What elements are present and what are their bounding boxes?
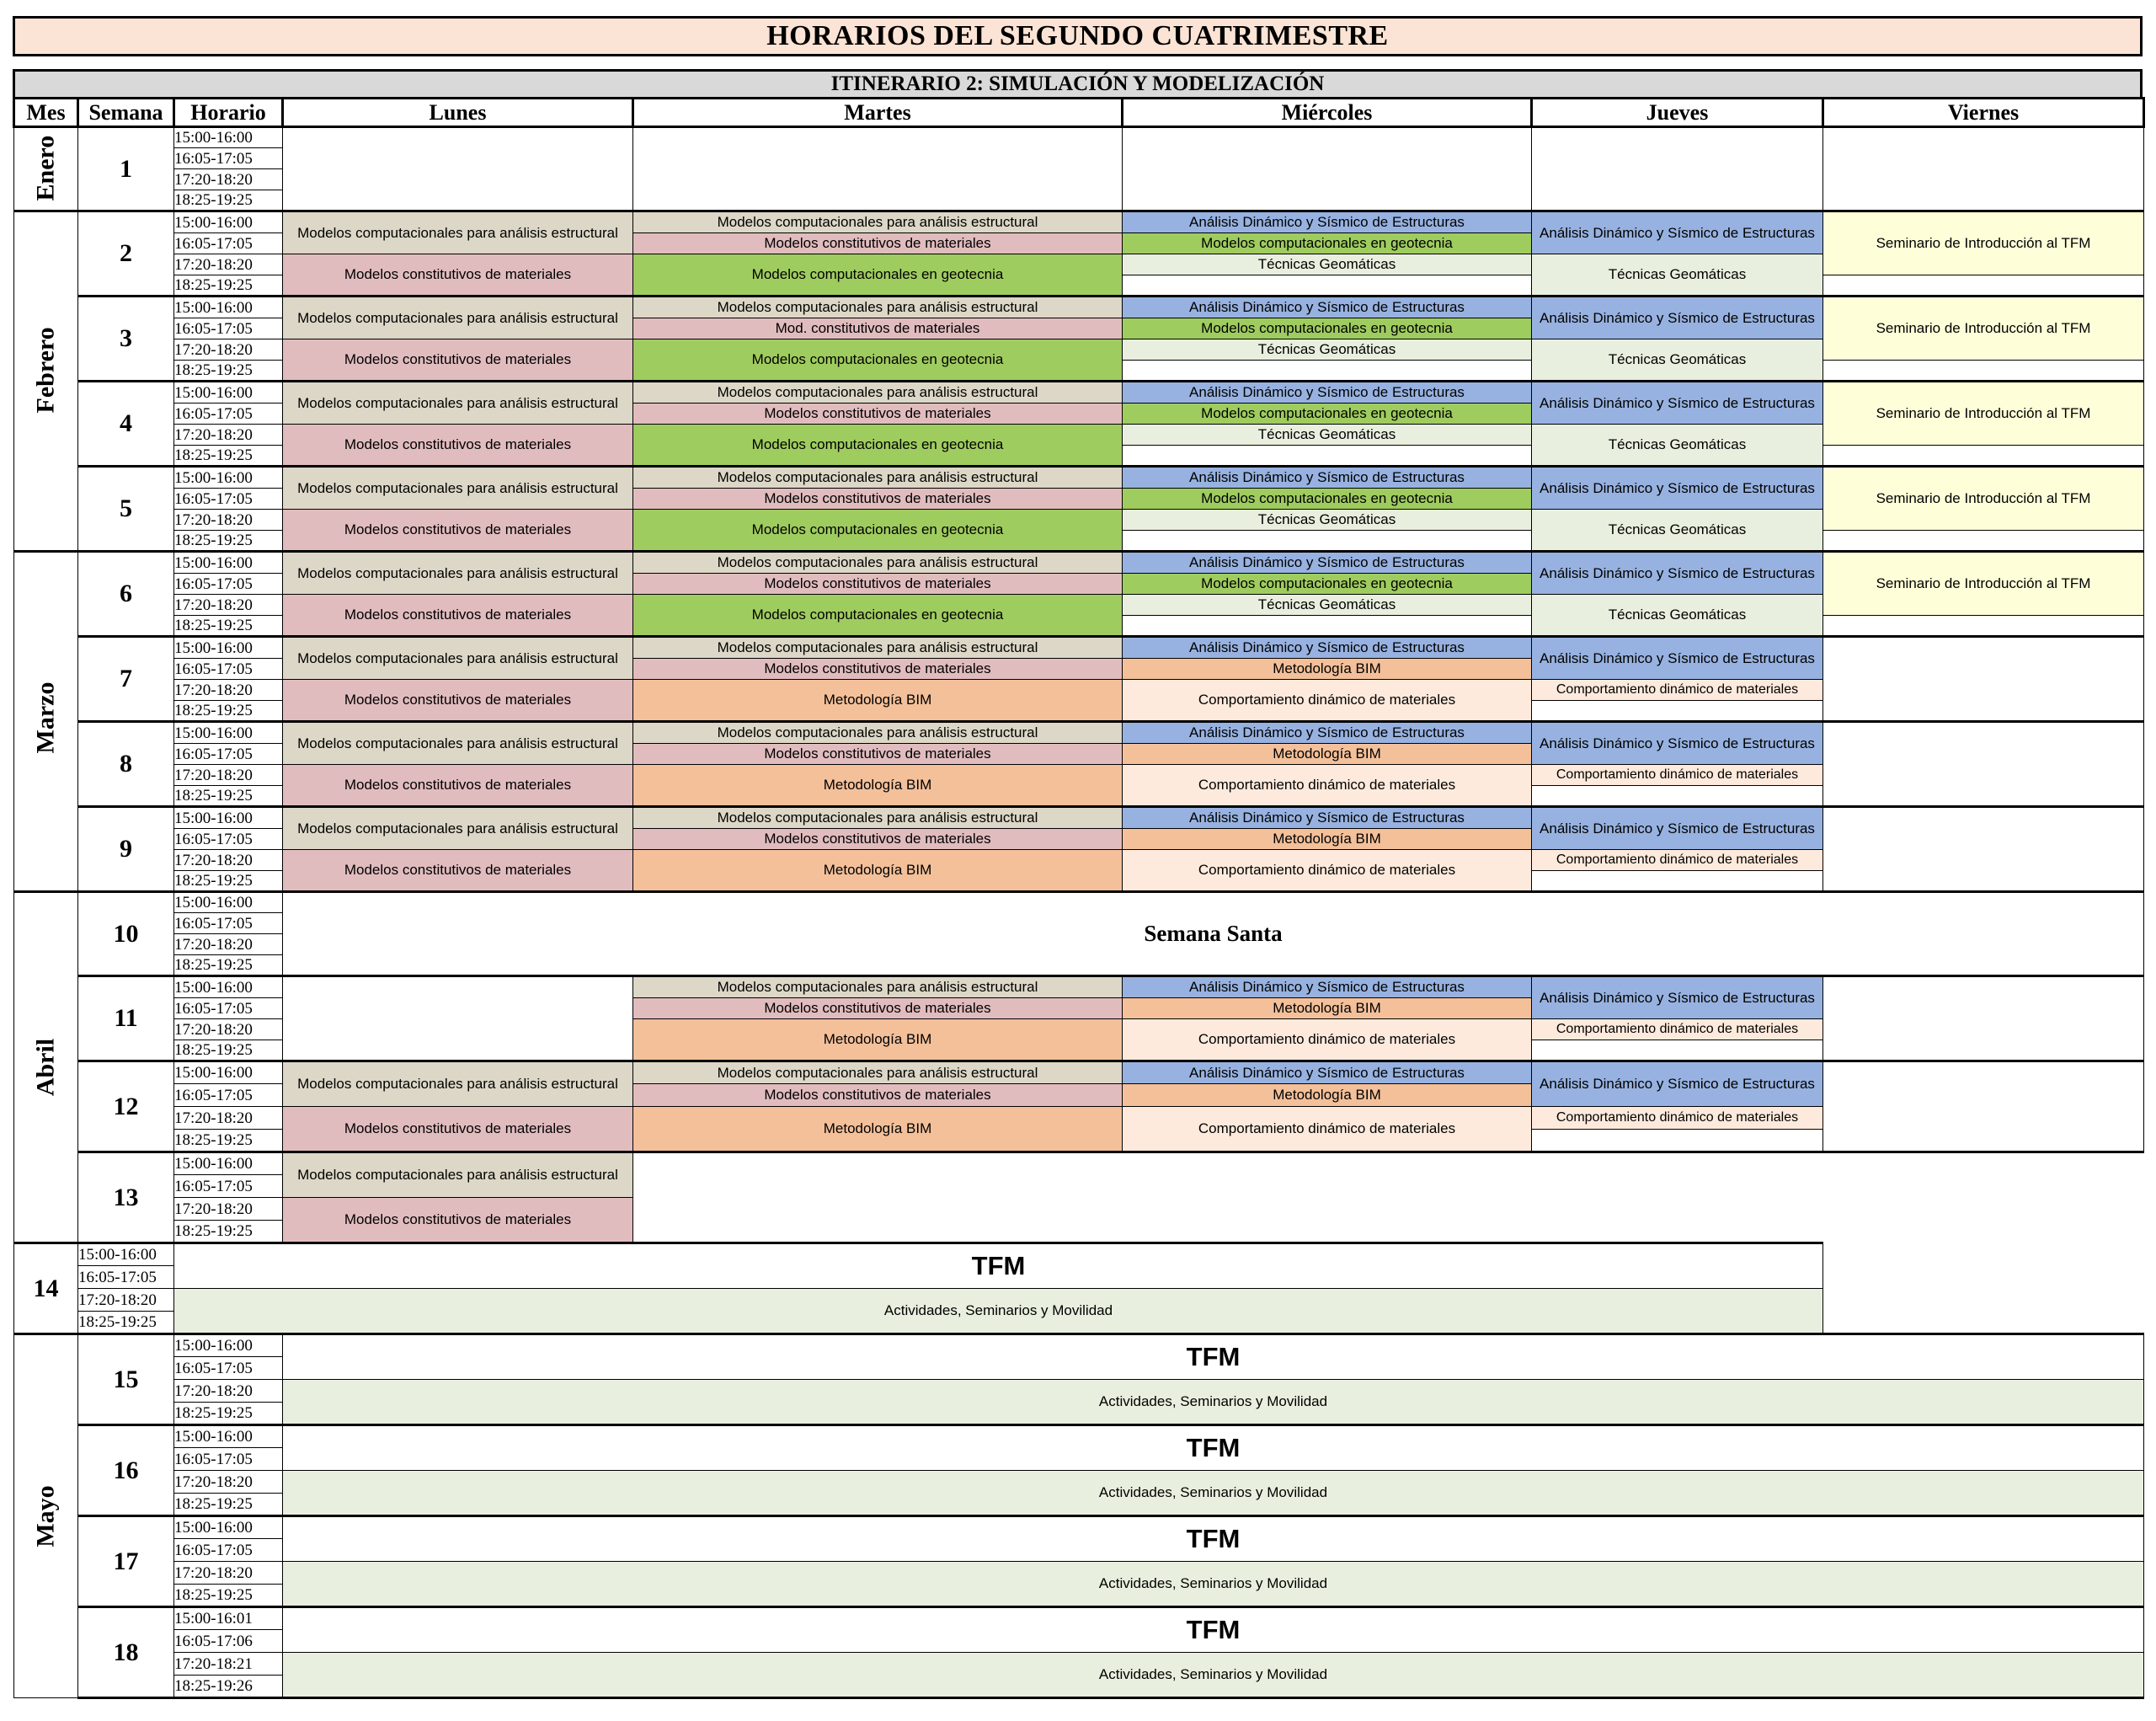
time-slot: 18:25-19:25: [174, 1040, 283, 1061]
course-cell: Comportamiento dinámico de materiales: [1532, 1107, 1823, 1130]
time-slot: 16:05-17:05: [174, 318, 283, 339]
course-cell: Análisis Dinámico y Sísmico de Estructuras: [1123, 552, 1532, 574]
week-number: 15: [78, 1334, 174, 1425]
time-slot: 17:20-18:20: [174, 1198, 283, 1221]
week-number: 16: [78, 1425, 174, 1516]
empty-cell: [1123, 531, 1532, 552]
course-cell: Técnicas Geomáticas: [1532, 510, 1823, 552]
empty-cell: [1123, 616, 1532, 637]
tfm-banner: TFM: [283, 1334, 2144, 1380]
empty-cell: [1532, 871, 1823, 892]
tfm-banner: TFM: [174, 1243, 1823, 1289]
time-slot: 17:20-18:20: [174, 595, 283, 616]
course-cell: Modelos computacionales para análisis estructural: [283, 722, 633, 765]
tfm-banner: TFM: [283, 1425, 2144, 1471]
course-cell: Metodología BIM: [633, 765, 1123, 807]
time-slot: 15:00-16:00: [174, 1061, 283, 1084]
course-cell: Metodología BIM: [1123, 829, 1532, 850]
empty-cell: [1823, 807, 2144, 892]
week-number: 1: [78, 127, 174, 211]
course-cell: Análisis Dinámico y Sísmico de Estructuras: [1532, 1061, 1823, 1107]
week-number: 17: [78, 1516, 174, 1607]
course-cell: Análisis Dinámico y Sísmico de Estructuras: [1123, 807, 1532, 829]
time-slot: 15:00-16:00: [174, 807, 283, 829]
time-slot: 17:20-18:20: [174, 425, 283, 446]
time-slot: 15:00-16:00: [174, 1334, 283, 1357]
course-cell: Seminario de Introducción al TFM: [1823, 297, 2144, 361]
time-slot: 15:00-16:00: [174, 127, 283, 148]
empty-cell: [633, 1152, 2144, 1243]
empty-cell: [1123, 446, 1532, 467]
activities-banner: Actividades, Seminarios y Movilidad: [283, 1653, 2144, 1698]
month-febrero: Febrero: [14, 211, 78, 552]
course-cell: Modelos constitutivos de materiales: [633, 233, 1123, 254]
time-slot: 17:20-18:20: [174, 1471, 283, 1494]
time-slot: 18:25-19:25: [174, 701, 283, 722]
time-slot: 15:00-16:00: [174, 1516, 283, 1539]
course-cell: Análisis Dinámico y Sísmico de Estructuras: [1532, 722, 1823, 765]
time-slot: 16:05-17:05: [174, 1357, 283, 1380]
week-number: 11: [78, 976, 174, 1061]
empty-cell: [1823, 976, 2144, 1061]
course-cell: Modelos constitutivos de materiales: [633, 1084, 1123, 1107]
course-cell: Análisis Dinámico y Sísmico de Estructuras: [1123, 297, 1532, 318]
course-cell: Modelos constitutivos de materiales: [283, 425, 633, 467]
time-slot: 17:20-18:20: [174, 1562, 283, 1585]
course-cell: Modelos constitutivos de materiales: [283, 850, 633, 892]
time-slot: 17:20-18:20: [174, 1019, 283, 1040]
course-cell: Análisis Dinámico y Sísmico de Estructuras: [1123, 467, 1532, 489]
col-header-horario: Horario: [174, 99, 283, 127]
week-number: 6: [78, 552, 174, 637]
course-cell: Modelos constitutivos de materiales: [283, 765, 633, 807]
col-header-lunes: Lunes: [283, 99, 633, 127]
empty-cell: [1823, 637, 2144, 722]
course-cell: Modelos computacionales para análisis estructural: [633, 552, 1123, 574]
col-header-jueves: Jueves: [1532, 99, 1823, 127]
time-slot: 15:00-16:00: [78, 1243, 174, 1266]
course-cell: Modelos computacionales para análisis estructural: [283, 1061, 633, 1107]
course-cell: Mod. constitutivos de materiales: [633, 318, 1123, 339]
course-cell: Modelos computacionales en geotecnia: [1123, 318, 1532, 339]
empty-cell: [1823, 361, 2144, 382]
col-header-miercoles: Miércoles: [1123, 99, 1532, 127]
week-number: 18: [78, 1607, 174, 1698]
course-cell: Metodología BIM: [1123, 659, 1532, 680]
course-cell: Modelos computacionales en geotecnia: [633, 510, 1123, 552]
course-cell: Técnicas Geomáticas: [1532, 595, 1823, 637]
empty-cell: [1123, 275, 1532, 297]
course-cell: Técnicas Geomáticas: [1532, 339, 1823, 382]
empty-cell: [1123, 127, 1532, 211]
time-slot: 18:25-19:25: [174, 1585, 283, 1607]
course-cell: Metodología BIM: [1123, 998, 1532, 1019]
course-cell: Modelos constitutivos de materiales: [283, 254, 633, 297]
course-cell: Modelos computacionales para análisis estructural: [283, 1152, 633, 1198]
course-cell: Técnicas Geomáticas: [1123, 595, 1532, 616]
course-cell: Modelos computacionales en geotecnia: [633, 254, 1123, 297]
activities-banner: Actividades, Seminarios y Movilidad: [283, 1380, 2144, 1425]
course-cell: Seminario de Introducción al TFM: [1823, 382, 2144, 446]
course-cell: Comportamiento dinámico de materiales: [1123, 765, 1532, 807]
empty-cell: [1823, 1061, 2144, 1152]
time-slot: 17:20-18:20: [174, 254, 283, 275]
time-slot: 15:00-16:00: [174, 722, 283, 744]
activities-banner: Actividades, Seminarios y Movilidad: [174, 1289, 1823, 1334]
course-cell: Modelos computacionales para análisis estructural: [633, 722, 1123, 744]
week-number: 4: [78, 382, 174, 467]
course-cell: Modelos constitutivos de materiales: [283, 339, 633, 382]
time-slot: 16:05-17:05: [174, 1084, 283, 1107]
course-cell: Análisis Dinámico y Sísmico de Estructuras: [1123, 382, 1532, 404]
course-cell: Metodología BIM: [1123, 744, 1532, 765]
course-cell: Modelos computacionales para análisis estructural: [633, 637, 1123, 659]
course-cell: Seminario de Introducción al TFM: [1823, 467, 2144, 531]
course-cell: Análisis Dinámico y Sísmico de Estructuras: [1123, 637, 1532, 659]
time-slot: 16:05-17:05: [174, 489, 283, 510]
course-cell: Modelos constitutivos de materiales: [633, 489, 1123, 510]
time-slot: 17:20-18:20: [174, 680, 283, 701]
course-cell: Modelos computacionales para análisis estructural: [633, 1061, 1123, 1084]
course-cell: Modelos computacionales en geotecnia: [1123, 574, 1532, 595]
col-header-viernes: Viernes: [1823, 99, 2144, 127]
time-slot: 18:25-19:25: [174, 786, 283, 807]
empty-cell: [1532, 786, 1823, 807]
course-cell: Comportamiento dinámico de materiales: [1532, 765, 1823, 786]
course-cell: Modelos constitutivos de materiales: [633, 744, 1123, 765]
week-number: 9: [78, 807, 174, 892]
course-cell: Modelos computacionales para análisis estructural: [633, 807, 1123, 829]
time-slot: 17:20-18:20: [174, 1107, 283, 1130]
itinerary-header: ITINERARIO 2: SIMULACIÓN Y MODELIZACIÓN: [13, 69, 2143, 97]
time-slot: 16:05-17:05: [174, 233, 283, 254]
course-cell: Modelos constitutivos de materiales: [283, 595, 633, 637]
course-cell: Comportamiento dinámico de materiales: [1532, 680, 1823, 701]
empty-cell: [1823, 722, 2144, 807]
week-number: 12: [78, 1061, 174, 1152]
course-cell: Modelos constitutivos de materiales: [283, 510, 633, 552]
activities-banner: Actividades, Seminarios y Movilidad: [283, 1471, 2144, 1516]
course-cell: Modelos computacionales para análisis estructural: [633, 976, 1123, 998]
time-slot: 16:05-17:05: [174, 659, 283, 680]
course-cell: Comportamiento dinámico de materiales: [1123, 850, 1532, 892]
course-cell: Metodología BIM: [633, 1019, 1123, 1061]
course-cell: Modelos constitutivos de materiales: [633, 659, 1123, 680]
course-cell: Modelos constitutivos de materiales: [633, 829, 1123, 850]
course-cell: Modelos computacionales para análisis estructural: [283, 297, 633, 339]
week-number: 2: [78, 211, 174, 297]
time-slot: 15:00-16:00: [174, 467, 283, 489]
course-cell: Comportamiento dinámico de materiales: [1123, 680, 1532, 722]
week-number: 7: [78, 637, 174, 722]
course-cell: Metodología BIM: [633, 850, 1123, 892]
course-cell: Modelos computacionales para análisis estructural: [283, 637, 633, 680]
time-slot: 15:00-16:00: [174, 1425, 283, 1448]
holiday-banner: Semana Santa: [283, 892, 2144, 976]
time-slot: 17:20-18:20: [174, 169, 283, 190]
course-cell: Técnicas Geomáticas: [1532, 425, 1823, 467]
course-cell: Modelos computacionales para análisis estructural: [633, 467, 1123, 489]
time-slot: 16:05-17:05: [174, 913, 283, 934]
course-cell: Análisis Dinámico y Sísmico de Estructuras: [1532, 467, 1823, 510]
time-slot: 18:25-19:25: [78, 1312, 174, 1334]
month-abril: Abril: [14, 892, 78, 1243]
course-cell: Modelos computacionales en geotecnia: [1123, 233, 1532, 254]
empty-cell: [1823, 275, 2144, 297]
time-slot: 18:25-19:25: [174, 1494, 283, 1516]
week-number: 14: [14, 1243, 78, 1334]
time-slot: 16:05-17:05: [174, 404, 283, 425]
page-title: HORARIOS DEL SEGUNDO CUATRIMESTRE: [13, 16, 2143, 56]
time-slot: 15:00-16:00: [174, 382, 283, 404]
course-cell: Modelos computacionales en geotecnia: [633, 339, 1123, 382]
time-slot: 16:05-17:05: [174, 744, 283, 765]
course-cell: Análisis Dinámico y Sísmico de Estructuras: [1123, 976, 1532, 998]
time-slot: 18:25-19:25: [174, 955, 283, 976]
course-cell: Modelos constitutivos de materiales: [633, 574, 1123, 595]
time-slot: 16:05-17:05: [174, 829, 283, 850]
course-cell: Modelos computacionales en geotecnia: [1123, 489, 1532, 510]
time-slot: 18:25-19:25: [174, 1130, 283, 1152]
empty-cell: [1823, 531, 2144, 552]
course-cell: Metodología BIM: [633, 1107, 1123, 1152]
course-cell: Técnicas Geomáticas: [1123, 254, 1532, 275]
time-slot: 18:25-19:25: [174, 275, 283, 297]
course-cell: Modelos computacionales para análisis estructural: [283, 467, 633, 510]
time-slot: 18:25-19:25: [174, 1221, 283, 1243]
course-cell: Análisis Dinámico y Sísmico de Estructuras: [1123, 722, 1532, 744]
course-cell: Modelos constitutivos de materiales: [283, 1107, 633, 1152]
col-header-mes: Mes: [14, 99, 78, 127]
course-cell: Análisis Dinámico y Sísmico de Estructuras: [1532, 807, 1823, 850]
course-cell: Comportamiento dinámico de materiales: [1532, 850, 1823, 871]
course-cell: Modelos computacionales en geotecnia: [633, 425, 1123, 467]
course-cell: Técnicas Geomáticas: [1123, 339, 1532, 361]
time-slot: 18:25-19:25: [174, 616, 283, 637]
empty-cell: [1823, 446, 2144, 467]
course-cell: Análisis Dinámico y Sísmico de Estructuras: [1532, 211, 1823, 254]
time-slot: 15:00-16:00: [174, 297, 283, 318]
time-slot: 17:20-18:20: [174, 765, 283, 786]
time-slot: 16:05-17:05: [78, 1266, 174, 1289]
course-cell: Modelos computacionales para análisis estructural: [633, 211, 1123, 233]
time-slot: 17:20-18:20: [174, 850, 283, 871]
course-cell: Seminario de Introducción al TFM: [1823, 211, 2144, 275]
time-slot: 16:05-17:05: [174, 1539, 283, 1562]
course-cell: Modelos constitutivos de materiales: [633, 404, 1123, 425]
time-slot: 17:20-18:20: [174, 339, 283, 361]
time-slot: 16:05-17:05: [174, 1448, 283, 1471]
empty-cell: [1823, 616, 2144, 637]
time-slot: 15:00-16:00: [174, 1152, 283, 1175]
course-cell: Modelos computacionales para análisis estructural: [633, 382, 1123, 404]
time-slot: 18:25-19:26: [174, 1676, 283, 1698]
time-slot: 15:00-16:00: [174, 637, 283, 659]
week-number: 8: [78, 722, 174, 807]
course-cell: Modelos computacionales para análisis estructural: [283, 211, 633, 254]
time-slot: 17:20-18:20: [174, 510, 283, 531]
course-cell: Técnicas Geomáticas: [1532, 254, 1823, 297]
tfm-banner: TFM: [283, 1516, 2144, 1562]
header-row: [14, 99, 2144, 127]
course-cell: Modelos computacionales para análisis estructural: [283, 382, 633, 425]
time-slot: 15:00-16:01: [174, 1607, 283, 1630]
time-slot: 17:20-18:21: [174, 1653, 283, 1676]
course-cell: Metodología BIM: [633, 680, 1123, 722]
empty-cell: [283, 976, 633, 1061]
time-slot: 18:25-19:25: [174, 1403, 283, 1425]
empty-cell: [1532, 127, 1823, 211]
course-cell: Análisis Dinámico y Sísmico de Estructuras: [1123, 1061, 1532, 1084]
time-slot: 18:25-19:25: [174, 446, 283, 467]
course-cell: Comportamiento dinámico de materiales: [1123, 1107, 1532, 1152]
course-cell: Análisis Dinámico y Sísmico de Estructuras: [1532, 552, 1823, 595]
time-slot: 16:05-17:05: [174, 574, 283, 595]
course-cell: Modelos computacionales en geotecnia: [1123, 404, 1532, 425]
time-slot: 16:05-17:05: [174, 1175, 283, 1198]
empty-cell: [1123, 361, 1532, 382]
week-number: 3: [78, 297, 174, 382]
month-mayo: Mayo: [14, 1334, 78, 1698]
course-cell: Análisis Dinámico y Sísmico de Estructuras: [1532, 297, 1823, 339]
course-cell: Modelos constitutivos de materiales: [633, 998, 1123, 1019]
activities-banner: Actividades, Seminarios y Movilidad: [283, 1562, 2144, 1607]
col-header-semana: Semana: [78, 99, 174, 127]
empty-cell: [283, 127, 633, 211]
time-slot: 17:20-18:20: [174, 1380, 283, 1403]
time-slot: 15:00-16:00: [174, 976, 283, 998]
course-cell: Análisis Dinámico y Sísmico de Estructuras: [1532, 976, 1823, 1019]
course-cell: Seminario de Introducción al TFM: [1823, 552, 2144, 616]
time-slot: 15:00-16:00: [174, 211, 283, 233]
course-cell: Análisis Dinámico y Sísmico de Estructuras: [1532, 382, 1823, 425]
time-slot: 15:00-16:00: [174, 892, 283, 913]
time-slot: 18:25-19:25: [174, 190, 283, 211]
course-cell: Metodología BIM: [1123, 1084, 1532, 1107]
week-number: 10: [78, 892, 174, 976]
empty-cell: [633, 127, 1123, 211]
empty-cell: [1532, 701, 1823, 722]
month-enero: Enero: [14, 127, 78, 211]
empty-cell: [1532, 1040, 1823, 1061]
schedule-table: [13, 97, 2145, 1699]
course-cell: Modelos computacionales para análisis estructural: [633, 297, 1123, 318]
time-slot: 16:05-17:06: [174, 1630, 283, 1653]
time-slot: 16:05-17:05: [174, 148, 283, 169]
time-slot: 18:25-19:25: [174, 871, 283, 892]
course-cell: Técnicas Geomáticas: [1123, 510, 1532, 531]
col-header-martes: Martes: [633, 99, 1123, 127]
time-slot: 17:20-18:20: [78, 1289, 174, 1312]
empty-cell: [1532, 1130, 1823, 1152]
course-cell: Modelos computacionales en geotecnia: [633, 595, 1123, 637]
course-cell: Modelos computacionales para análisis estructural: [283, 552, 633, 595]
month-marzo: Marzo: [14, 552, 78, 892]
week-number: 5: [78, 467, 174, 552]
course-cell: Comportamiento dinámico de materiales: [1123, 1019, 1532, 1061]
course-cell: Modelos constitutivos de materiales: [283, 1198, 633, 1243]
time-slot: 18:25-19:25: [174, 531, 283, 552]
time-slot: 18:25-19:25: [174, 361, 283, 382]
course-cell: Análisis Dinámico y Sísmico de Estructuras: [1532, 637, 1823, 680]
week-number: 13: [78, 1152, 174, 1243]
course-cell: Modelos computacionales para análisis estructural: [283, 807, 633, 850]
course-cell: Modelos constitutivos de materiales: [283, 680, 633, 722]
time-slot: 17:20-18:20: [174, 934, 283, 955]
course-cell: Técnicas Geomáticas: [1123, 425, 1532, 446]
empty-cell: [1823, 127, 2144, 211]
time-slot: 15:00-16:00: [174, 552, 283, 574]
time-slot: 16:05-17:05: [174, 998, 283, 1019]
tfm-banner: TFM: [283, 1607, 2144, 1653]
course-cell: Comportamiento dinámico de materiales: [1532, 1019, 1823, 1040]
course-cell: Análisis Dinámico y Sísmico de Estructuras: [1123, 211, 1532, 233]
